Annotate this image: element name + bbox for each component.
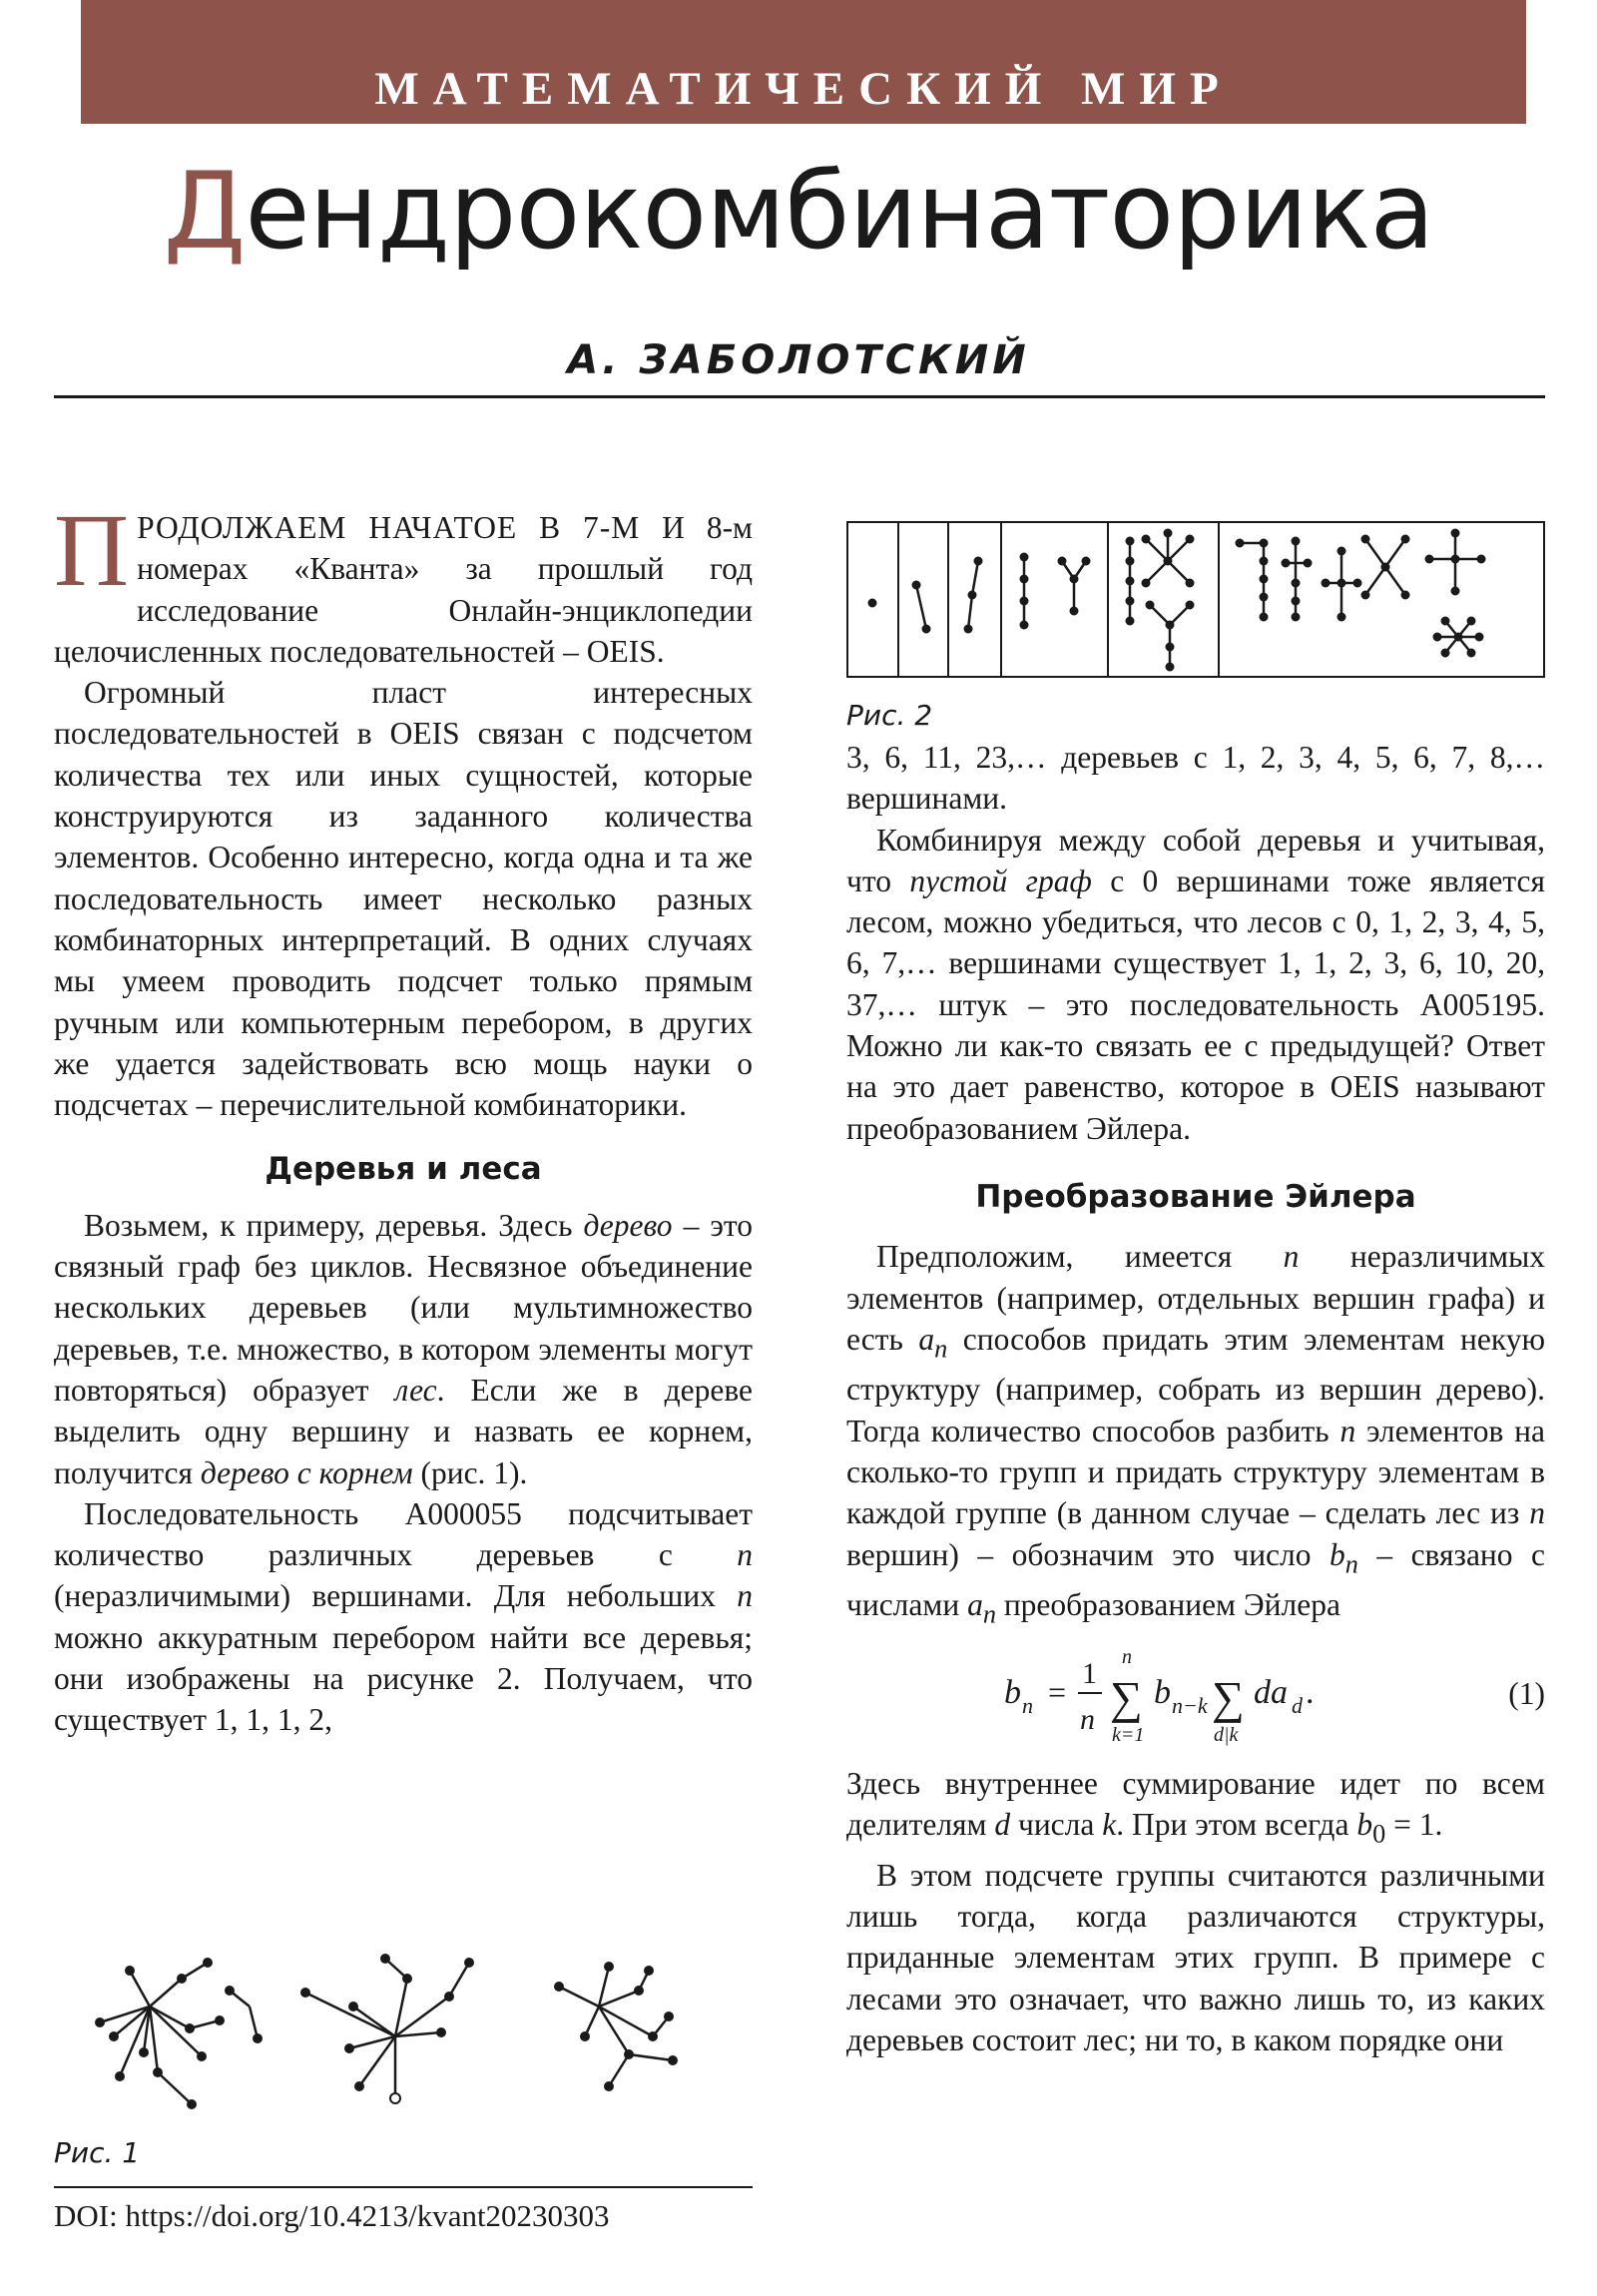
- title-first-letter: Д: [163, 150, 246, 273]
- section-heading-trees: Деревья и леса: [265, 1151, 542, 1188]
- fig2-frame: [847, 522, 1544, 677]
- paragraph-divisors: Здесь внутреннее суммирование идет по всем делителям d числа k. При этом всегда $b_0 = 1$.: [846, 1765, 1545, 1849]
- svg-text:n: n: [1122, 1645, 1132, 1668]
- formula-1: [846, 1637, 1545, 1761]
- title-rest: ендрокомбинаторика: [245, 150, 1434, 273]
- svg-text:n: n: [1022, 1692, 1033, 1718]
- figure-1-caption: Рис. 1: [54, 2136, 141, 2169]
- article-title: [0, 150, 1597, 273]
- svg-text:1: 1: [1082, 1656, 1097, 1690]
- formula-number: (1): [1508, 1675, 1545, 1711]
- left-column: [54, 493, 753, 1741]
- intro-caps: РОДОЛЖАЕМ НАЧАТОЕ В 7-М И: [137, 510, 686, 545]
- svg-text:∑: ∑: [1110, 1671, 1143, 1723]
- svg-text:.: .: [1306, 1673, 1315, 1711]
- author-name: А. ЗАБОЛОТСКИЙ: [567, 337, 1030, 383]
- figure-2-trees: [846, 521, 1545, 687]
- svg-text:d: d: [1292, 1692, 1303, 1718]
- doi-link[interactable]: DOI: https://doi.org/10.4213/kvant20230303: [54, 2198, 610, 2233]
- author-divider: [54, 395, 1545, 398]
- svg-text:d|k: d|k: [1214, 1723, 1239, 1746]
- section-title: МАТЕМАТИЧЕСКИЙ МИР: [374, 63, 1233, 115]
- svg-text:n: n: [1080, 1702, 1095, 1736]
- paragraph-continued: 3, 6, 11, 23,… деревьев с 1, 2, 3, 4, 5, 6, 7, 8,… вершинами.: [846, 740, 1545, 817]
- svg-text:da: da: [1254, 1673, 1288, 1711]
- svg-text:k=1: k=1: [1112, 1723, 1145, 1746]
- paragraph-groups: В этом подсчете группы считаются различными лишь тогда, когда различаются структуры, приданные элементам этих групп. В примере с лесами это означает, что важно лишь то, из каких деревьев состоит лес; ни то, в каком порядке они: [846, 1857, 1545, 2057]
- euler-formula: [996, 1637, 1395, 1761]
- right-column: [846, 737, 1545, 2060]
- paragraph-euler: Предположим, имеется n неразличимых элементов (например, отдельных вершин графа) и есть $a_n$ способов придать этим элементам некую структуру (например, собрать из вершин дерево). Тогда количество способов разбить n элементов на сколько-то групп и придать структуру элементам в каждой группе (в данном случае – сделать лес из n вершин) – обозначим это число $b_n$ – связано с числами $a_n$ преобразованием Эйлера: [846, 1239, 1546, 1629]
- footer-divider: [54, 2186, 753, 2188]
- paragraph-forests: Комбинируя между собой деревья и учитывая, что пустой граф с 0 вершинами тоже является лесом, можно убедиться, что лесов с 0, 1, 2, 3, 4, 5, 6, 7,… вершинами существует 1, 1, 2, 3, 6, 10, 20, 37,… штук – это последовательность A005195. Можно ли как-то связать ее с предыдущей? Ответ на это дает равенство, которое в OEIS называют преобразованием Эйлера.: [846, 822, 1545, 1146]
- svg-text:b: b: [1004, 1673, 1021, 1711]
- svg-text:b: b: [1154, 1673, 1171, 1711]
- svg-text:∑: ∑: [1212, 1671, 1245, 1723]
- figure-2-caption: Рис. 2: [846, 699, 933, 732]
- paragraph-oeis: Огромный пласт интересных последовательностей в OEIS связан с подсчетом количества тех или иных сущностей, которые конструируются из заданного количества элементов. Особенно интересно, когда одна и та же последовательность имеет несколько разных комбинаторных интерпретаций. В одних случаях мы умеем проводить подсчет только прямым ручным или компьютерным перебором, в других же удается задействовать всю мощь науки о подсчетах – перечислительной комбинаторики.: [54, 675, 753, 1123]
- paragraph-a000055: Последовательность A000055 подсчитывает количество различных деревьев с n (неразличимыми) вершинами. Для небольших n можно аккуратным перебором найти все деревья; они изображены на рисунке 2. Получаем, что существует 1, 1, 1, 2,: [54, 1495, 753, 1738]
- intro-paragraph: [54, 493, 753, 672]
- intro-rest: 8-м номерах «Кванта» за прошлый год исследование Онлайн-энциклопедии целочисленных последовательностей – OEIS.: [54, 510, 753, 669]
- figure-1-rooted-trees: [50, 1937, 749, 2136]
- fig2-tree-nodes: [868, 529, 1486, 672]
- section-banner: [81, 0, 1526, 124]
- fig1-root-node: [390, 2093, 400, 2103]
- section-heading-euler: Преобразование Эйлера: [975, 1178, 1416, 1215]
- paragraph-trees: Возьмем, к примеру, деревья. Здесь дерево – это связный граф без циклов. Несвязное объединение нескольких деревьев (или мультимножество деревьев, т.е. множество, в котором элементы могут повторяться) образует лес. Если же в дереве выделить одну вершину и назвать ее корнем, получится дерево с корнем (рис. 1).: [54, 1207, 753, 1490]
- svg-text:n−k: n−k: [1172, 1692, 1208, 1718]
- drop-cap: П: [54, 493, 130, 608]
- svg-text:=: =: [1048, 1673, 1067, 1710]
